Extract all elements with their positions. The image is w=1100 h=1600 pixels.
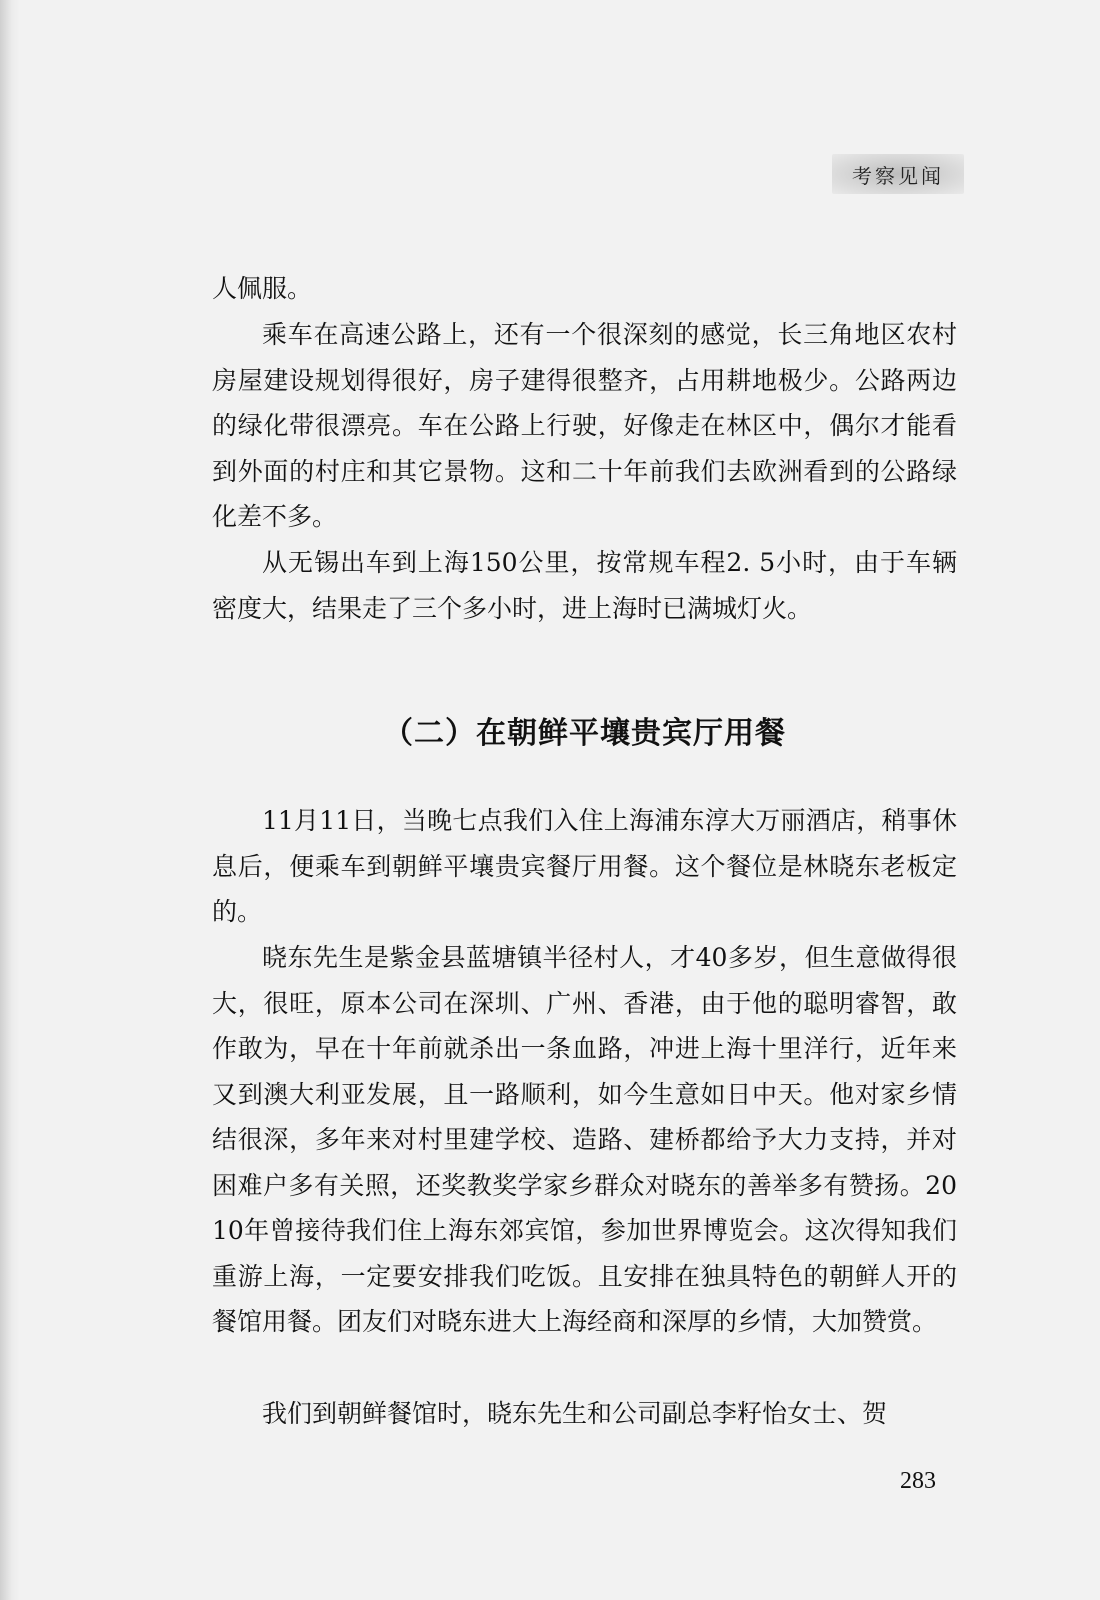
running-header [832,154,964,194]
running-header-title: 考察见闻 [852,163,944,188]
page-number: 283 [900,1468,936,1494]
paragraph-arrival-at-restaurant: 我们到朝鲜餐馆时，晓东先生和公司副总李籽怡女士、贺 [262,1399,888,1428]
paragraph-nov-11-arrival: 11月11日，当晚七点我们入住上海浦东淳大万丽酒店，稍事休息后，便乘车到朝鲜平壤贵宾餐厅用餐。这个餐位是林晓东老板定的。 [212,806,957,926]
section-title: （二）在朝鲜平壤贵宾厅用餐 [383,716,786,751]
scan-shadow-edge [0,0,20,1600]
paragraph-wuxi-to-shanghai: 从无锡出车到上海150公里，按常规车程2. 5小时，由于车辆密度大，结果走了三个多小时，进上海时已满城灯火。 [212,548,957,623]
paragraph-continuation: 人佩服。 [212,274,313,303]
paragraph-xiaodong-profile: 晓东先生是紫金县蓝塘镇半径村人，才40多岁，但生意做得很大，很旺，原本公司在深圳、广州、香港，由于他的聪明睿智，敢作敢为，早在十年前就杀出一条血路，冲进上海十里洋行，近年来又到澳大利亚发展，且一路顺利，如今生意如日中天。他对家乡情结很深，多年来对村里建学校、造路、建桥都给予大力支持，并对困难户多有关照，还奖教奖学家乡群众对晓东的善举多有赞扬。2010年曾接待我们住上海东郊宾馆，参加世界博览会。这次得知我们重游上海，一定要安排我们吃饭。且安排在独具特色的朝鲜人开的餐馆用餐。团友们对晓东进大上海经商和深厚的乡情，大加赞赏。 [212,943,957,1336]
paragraph-highway-impression: 乘车在高速公路上，还有一个很深刻的感觉，长三角地区农村房屋建设规划得很好，房子建得很整齐，占用耕地极少。公路两边的绿化带很漂亮。车在公路上行驶，好像走在林区中，偶尔才能看到外面的村庄和其它景物。这和二十年前我们去欧洲看到的公路绿化差不多。 [212,320,957,531]
